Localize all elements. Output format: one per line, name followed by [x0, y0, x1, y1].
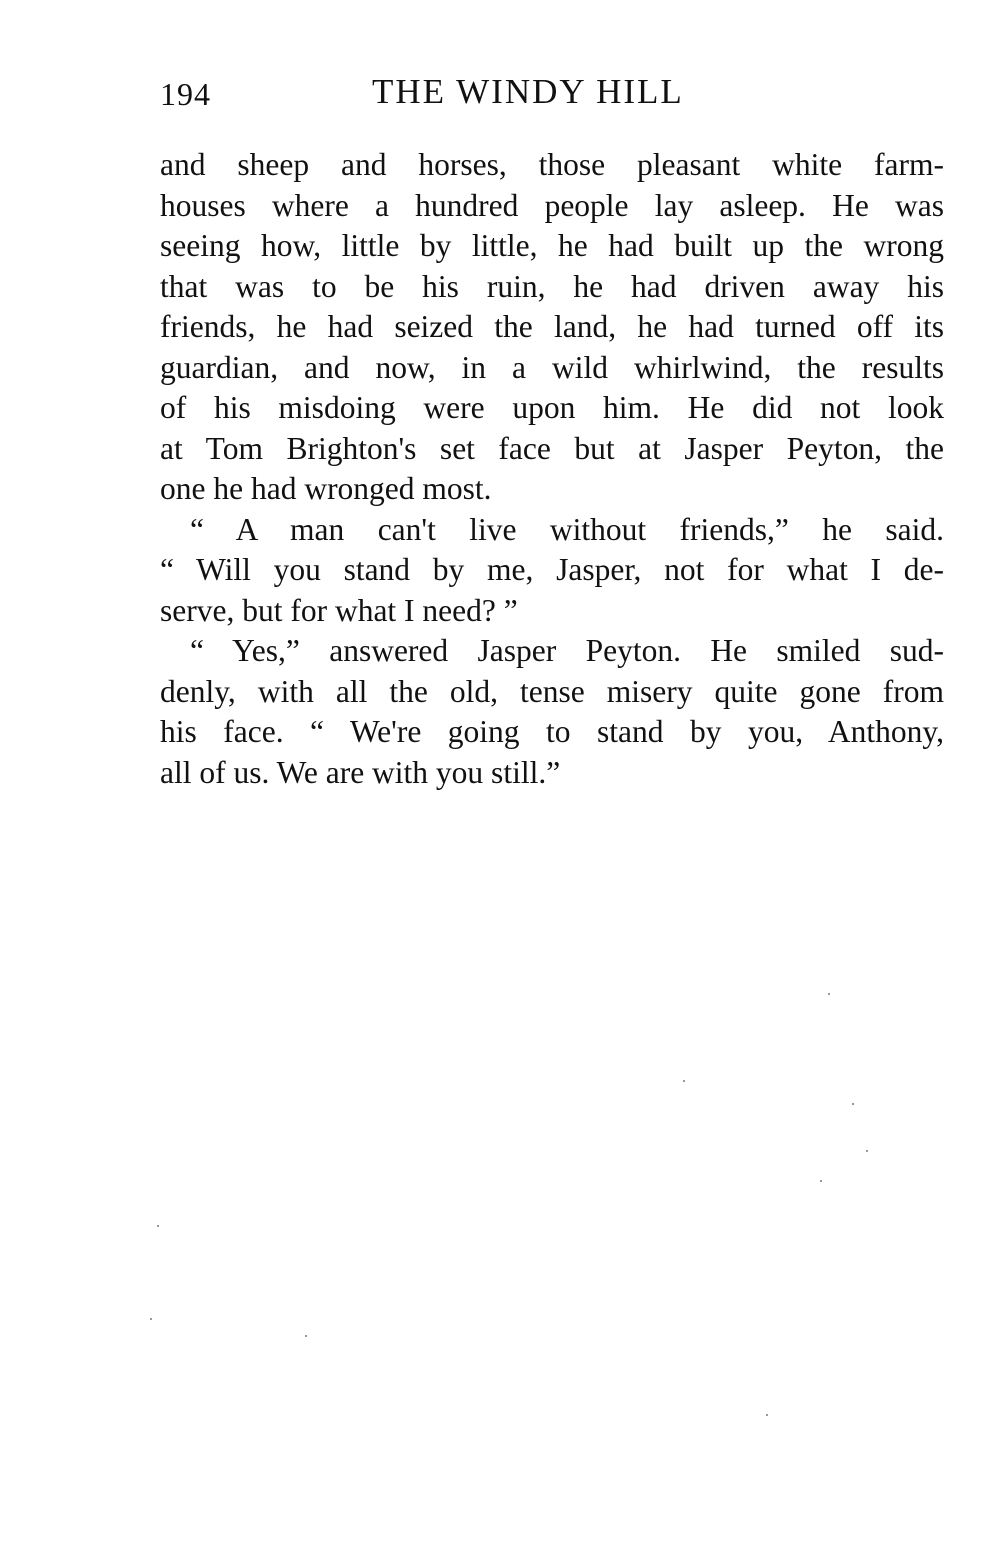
speck — [766, 1414, 768, 1416]
running-title: THE WINDY HILL — [372, 72, 684, 111]
text-line: guardian, and now, in a wild whirlwind, the results — [160, 349, 944, 385]
speck — [305, 1335, 307, 1337]
text-line: denly, with all the old, tense misery quite gone from — [160, 673, 944, 709]
text-line: that was to be his ruin, he had driven away his — [160, 268, 944, 304]
running-head — [160, 72, 944, 122]
text-line: “ A man can't live without friends,” he said. — [190, 511, 944, 547]
text-line: one he had wronged most. — [160, 471, 492, 506]
speck — [828, 993, 830, 995]
text-line: of his misdoing were upon him. He did not look — [160, 390, 944, 425]
text-line: seeing how, little by little, he had built up the wrong — [160, 228, 944, 263]
speck — [150, 1318, 152, 1320]
text-line: all of us. We are with you still.” — [160, 754, 561, 790]
text-line: at Tom Brighton's set face but at Jasper Peyton, the — [160, 430, 944, 466]
page-number: 194 — [160, 76, 211, 112]
speck — [157, 1225, 159, 1227]
speck — [866, 1150, 868, 1152]
body-text — [160, 145, 944, 793]
speck — [852, 1103, 854, 1105]
text-line: serve, but for what I need? ” — [160, 592, 518, 628]
speck — [820, 1180, 822, 1182]
text-line: friends, he had seized the land, he had turned off its — [160, 309, 944, 344]
speck — [683, 1080, 685, 1082]
text-line: “ Yes,” answered Jasper Peyton. He smiled sud- — [190, 633, 944, 668]
text-line: his face. “ We're going to stand by you, Anthony, — [160, 714, 944, 749]
text-line: and sheep and horses, those pleasant white farm- — [160, 147, 944, 182]
text-line: houses where a hundred people lay asleep. He was — [160, 187, 944, 223]
text-line: “ Will you stand by me, Jasper, not for what I de- — [160, 552, 944, 587]
